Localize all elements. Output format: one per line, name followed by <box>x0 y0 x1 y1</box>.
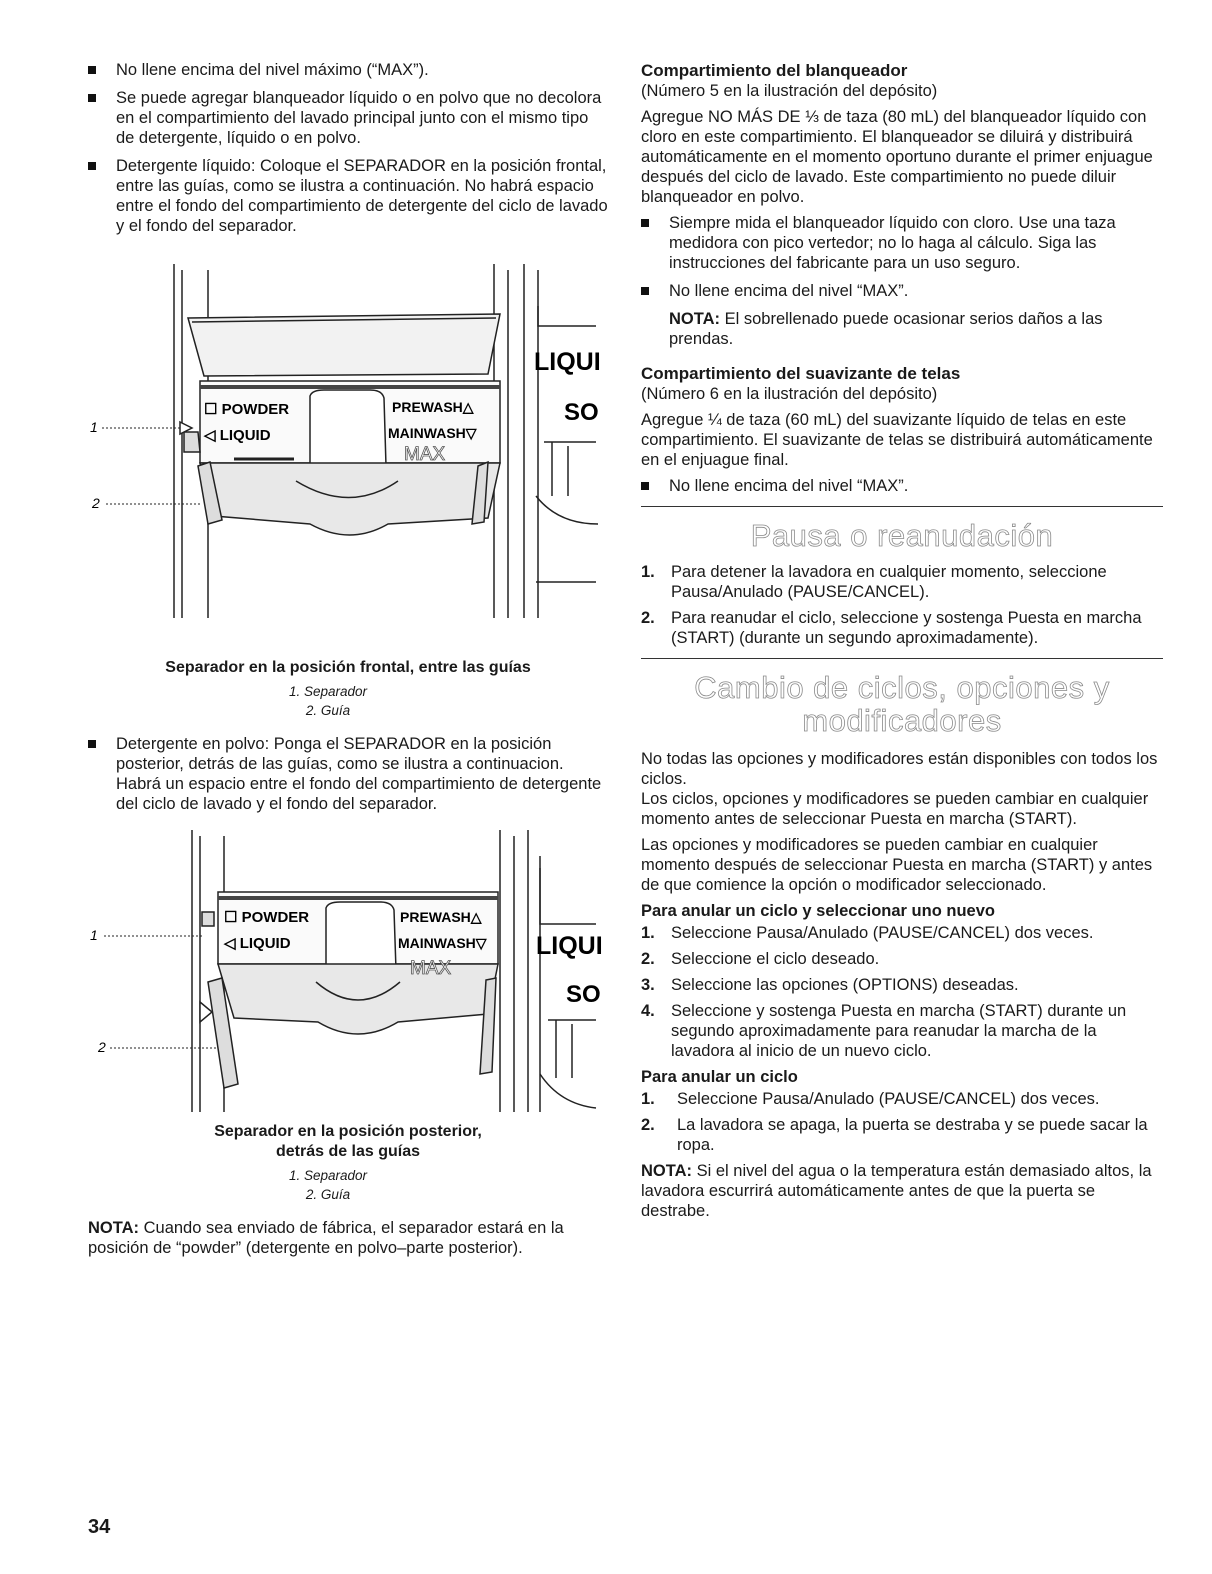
numbered-step <box>641 975 1163 995</box>
step-number: 1. <box>641 563 655 581</box>
page-number: 34 <box>88 1516 111 1538</box>
section-divider <box>641 506 1163 507</box>
step-text: Seleccione Pausa/Anulado (PAUSE/CANCEL) dos veces. <box>677 1090 1100 1108</box>
list-item: Detergente líquido: Coloque el SEPARADOR en la posición frontal, entre las guías, como se ilustra a continuación. No habrá espacio entre el fondo del compartimiento de detergente del ciclo de lavado y el fondo del separador. <box>88 156 608 236</box>
prewash-label: PREWASH△ <box>400 909 482 925</box>
note-text: Si el nivel del agua o la temperatura están demasiado altos, la lavadora escurrirá automáticamente antes de que la puerta se destrabe. <box>641 1162 1152 1220</box>
note-paragraph <box>669 309 1163 349</box>
step-text: Seleccione y sostenga Puesta en marcha (START) durante un segundo aproximadamente para reanudar la marcha de la lavadora al inicio de un nuevo ciclo. <box>671 1002 1127 1060</box>
mainwash-label: MAINWASH▽ <box>388 425 477 441</box>
so-label: SO <box>566 981 601 1008</box>
legend-item: 2. Guía <box>305 703 351 718</box>
mainwash-label: MAINWASH▽ <box>398 935 487 951</box>
list-item: No llene encima del nivel “MAX”. <box>641 476 1163 496</box>
callout-2: 2 <box>92 495 100 511</box>
section-heading-pause: Pausa o reanudación <box>750 518 1054 553</box>
legend-item: 1. Separador <box>288 1168 368 1183</box>
liquid-label: ◁ LIQUID <box>204 427 271 444</box>
note-paragraph <box>641 1161 1163 1221</box>
prewash-label: PREWASH△ <box>392 399 474 415</box>
powder-label: ☐ POWDER <box>204 401 290 418</box>
step-text: Seleccione el ciclo deseado. <box>671 950 880 968</box>
step-number: 1. <box>641 924 655 942</box>
figure-back-position <box>88 822 608 1122</box>
section-title-softener: Compartimiento del suavizante de telas <box>641 364 961 383</box>
legend-item: 1. Separador <box>288 684 368 699</box>
figure-caption-line: Separador en la posición posterior, <box>214 1123 482 1140</box>
note-label: NOTA: <box>88 1219 140 1237</box>
figure-caption: Separador en la posición frontal, entre las guías <box>165 659 531 676</box>
callout-1: 1 <box>90 927 98 943</box>
list-item: Siempre mida el blanqueador líquido con cloro. Use una taza medidora con pico vertedor; no lo haga al cálculo. Siga las instrucciones del fabricante para un uso seguro. <box>641 213 1163 273</box>
figure-legend <box>88 682 608 720</box>
section-subtitle: (Número 5 en la ilustración del depósito) <box>641 82 938 100</box>
note-text: El sobrellenado puede ocasionar serios daños a las prendas. <box>669 310 1103 348</box>
paragraph: Los ciclos, opciones y modificadores se pueden cambiar en cualquier momento antes de seleccionar Puesta en marcha (START). <box>641 790 1149 828</box>
list-item: No llene encima del nivel máximo (“MAX”). <box>88 60 608 80</box>
step-text: La lavadora se apaga, la puerta se destraba y se puede sacar la ropa. <box>677 1116 1148 1154</box>
callout-1: 1 <box>90 419 98 435</box>
dispenser-illustration-back <box>88 822 608 1122</box>
heading-line: Cambio de ciclos, opciones y <box>694 670 1110 705</box>
numbered-step <box>641 949 1163 969</box>
max-label: MAX <box>410 958 452 979</box>
step-text: Para detener la lavadora en cualquier momento, seleccione Pausa/Anulado (PAUSE/CANCEL). <box>671 563 1107 601</box>
step-text: Seleccione Pausa/Anulado (PAUSE/CANCEL) dos veces. <box>671 924 1094 942</box>
right-column <box>641 60 1163 1227</box>
list-item: No llene encima del nivel “MAX”. <box>641 281 1163 301</box>
note-label: NOTA: <box>641 1162 693 1180</box>
step-text: Seleccione las opciones (OPTIONS) deseadas. <box>671 976 1019 994</box>
subheading: Para anular un ciclo y seleccionar uno nuevo <box>641 902 995 920</box>
paragraph: No todas las opciones y modificadores están disponibles con todos los ciclos. <box>641 750 1158 788</box>
step-number: 2. <box>641 950 655 968</box>
liquid-label: ◁ LIQUID <box>224 935 291 952</box>
section-title-bleach: Compartimiento del blanqueador <box>641 61 908 80</box>
section-divider <box>641 658 1163 659</box>
step-number: 2. <box>641 609 655 627</box>
list-item: Detergente en polvo: Ponga el SEPARADOR en la posición posterior, detrás de las guías, como se ilustra a continuacion. Habrá un espacio entre el fondo del compartimiento de detergente del ciclo de lavado y el fondo del separador. <box>88 734 608 814</box>
figure-front-position <box>88 256 608 658</box>
numbered-step <box>641 1089 1163 1109</box>
numbered-step <box>641 1115 1163 1155</box>
liqui-label: LIQUI <box>534 348 601 376</box>
max-label: MAX <box>404 444 446 465</box>
paragraph: Agregue NO MÁS DE ⅓ de taza (80 mL) del blanqueador líquido con cloro en este compartimiento. El blanqueador se diluirá y distribuirá automáticamente en el momento oportuno durante el primer enjuague después del ciclo de lavado. Este compartimiento no puede diluir blanqueador en polvo. <box>641 108 1153 206</box>
paragraph: Agregue ¼ de taza (60 mL) del suavizante líquido de telas en este compartimiento. El suavizante de telas se distribuirá automáticamente en el enjuague final. <box>641 411 1153 469</box>
note-label: NOTA: <box>669 310 721 328</box>
figure-legend <box>88 1166 608 1204</box>
legend-item: 2. Guía <box>305 1187 351 1202</box>
numbered-step <box>641 562 1163 602</box>
callout-2: 2 <box>98 1039 106 1055</box>
dispenser-illustration-front <box>88 256 608 658</box>
figure-caption-line: detrás de las guías <box>275 1143 421 1160</box>
section-subtitle: (Número 6 en la ilustración del depósito) <box>641 385 938 403</box>
step-number: 1. <box>641 1090 655 1108</box>
powder-label: ☐ POWDER <box>224 909 310 926</box>
numbered-step <box>641 1001 1163 1061</box>
step-text: Para reanudar el ciclo, seleccione y sostenga Puesta en marcha (START) (durante un segundo aproximadamente). <box>671 609 1142 647</box>
numbered-step <box>641 608 1163 648</box>
note-text: Cuando sea enviado de fábrica, el separador estará en la posición de “powder” (detergente en polvo–parte posterior). <box>88 1219 564 1257</box>
numbered-step <box>641 923 1163 943</box>
left-column <box>88 60 608 1264</box>
heading-line: modificadores <box>802 703 1002 738</box>
paragraph: Las opciones y modificadores se pueden cambiar en cualquier momento después de seleccionar Puesta en marcha (START) y antes de que comience la opción o modificador seleccionado. <box>641 836 1153 894</box>
step-number: 4. <box>641 1002 655 1020</box>
step-number: 2. <box>641 1116 655 1134</box>
so-label: SO <box>564 399 599 426</box>
note-paragraph <box>88 1218 608 1258</box>
section-heading-change <box>641 671 1163 737</box>
list-item: Se puede agregar blanqueador líquido o en polvo que no decolora en el compartimiento del lavado principal junto con el mismo tipo de detergente, líquido o en polvo. <box>88 88 608 148</box>
step-number: 3. <box>641 976 655 994</box>
subheading: Para anular un ciclo <box>641 1068 798 1086</box>
liqui-label: LIQUI <box>536 932 603 960</box>
